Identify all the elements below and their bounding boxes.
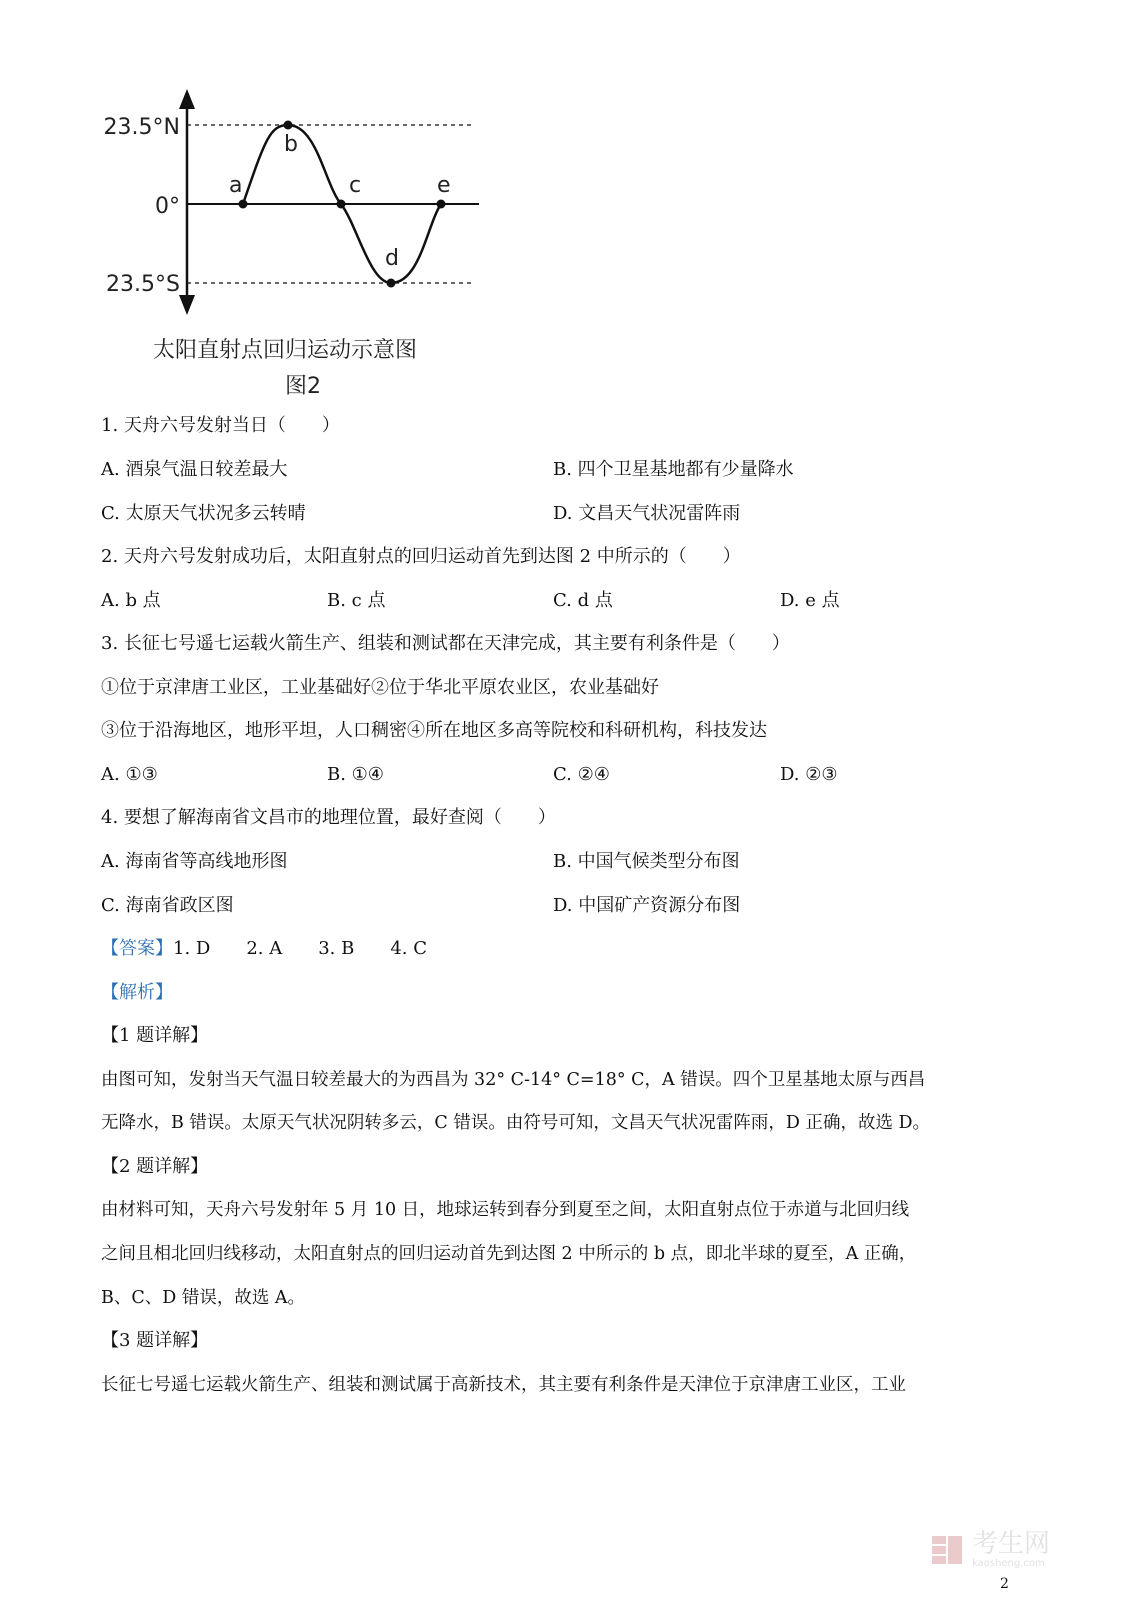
- curve-point-label-b: b: [284, 132, 298, 157]
- analysis-3-line-1: 长征七号遥七运载火箭生产、组装和测试属于高新技术，其主要有利条件是天津位于京津唐工业区，工业: [101, 1375, 906, 1395]
- answer-4: 4. C: [390, 938, 428, 959]
- answer-3: 3. B: [318, 938, 355, 959]
- question-3-statement-1: ①位于京津唐工业区，工业基础好②位于华北平原农业区，农业基础好: [101, 677, 659, 698]
- answer-1: 1. D: [173, 938, 211, 959]
- curve-point-d: [387, 279, 396, 288]
- curve-point-label-a: a: [229, 173, 243, 198]
- question-3-option-b: B. ①④: [327, 764, 384, 785]
- solar-declination-figure: [95, 85, 495, 329]
- question-2-option-c: C. d 点: [553, 590, 613, 611]
- question-1-stem: 1. 天舟六号发射当日（ ）: [101, 415, 340, 436]
- question-3-statement-2: ③位于沿海地区，地形平坦，人口稠密④所在地区多高等院校和科研机构，科技发达: [101, 720, 767, 741]
- question-1-option-d: D. 文昌天气状况雷阵雨: [553, 503, 741, 524]
- analysis-1-line-2: 无降水，B 错误。太原天气状况阴转多云，C 错误。由符号可知，文昌天气状况雷阵雨，D 正确，故选 D。: [101, 1113, 931, 1133]
- curve-point-a: [239, 200, 248, 209]
- curve-point-e: [437, 200, 446, 209]
- question-1-option-c: C. 太原天气状况多云转晴: [101, 503, 306, 524]
- curve-point-label-e: e: [437, 173, 451, 198]
- question-4-option-d: D. 中国矿产资源分布图: [553, 895, 741, 916]
- y-axis-arrow-down: [179, 295, 195, 315]
- analysis-2-line-3: B、C、D 错误，故选 A。: [101, 1288, 306, 1308]
- question-1-option-a: A. 酒泉气温日较差最大: [101, 459, 288, 480]
- figure-number: 图2: [285, 374, 321, 399]
- watermark-url: kaosheng.com: [972, 1558, 1045, 1569]
- question-2-option-d: D. e 点: [780, 590, 840, 611]
- analysis-1-title: 【1 题详解】: [101, 1025, 209, 1046]
- curve-point-label-c: c: [349, 173, 362, 198]
- curve-point-c: [337, 200, 346, 209]
- question-3-option-a: A. ①③: [101, 764, 158, 785]
- page-number: 2: [1000, 1576, 1009, 1592]
- analysis-3-title: 【3 题详解】: [101, 1330, 209, 1351]
- curve-point-label-d: d: [385, 246, 399, 271]
- watermark-text: 考生网: [972, 1529, 1051, 1559]
- analysis-2-line-2: 之间且相北回归线移动，太阳直射点的回归运动首先到达图 2 中所示的 b 点，即北半球的夏至，A 正确，: [101, 1244, 917, 1264]
- question-4-stem: 4. 要想了解海南省文昌市的地理位置，最好查阅（ ）: [101, 807, 556, 828]
- question-2-option-a: A. b 点: [101, 590, 161, 611]
- question-4-option-b: B. 中国气候类型分布图: [553, 851, 740, 872]
- question-4-option-a: A. 海南省等高线地形图: [101, 851, 288, 872]
- analysis-tag: 【解析】: [101, 982, 173, 1003]
- watermark: [930, 1530, 1050, 1570]
- question-2-stem: 2. 天舟六号发射成功后，太阳直射点的回归运动首先到达图 2 中所示的（ ）: [101, 546, 741, 567]
- figure-caption: 太阳直射点回归运动示意图: [153, 338, 418, 363]
- question-3-option-c: C. ②④: [553, 764, 610, 785]
- analysis-2-title: 【2 题详解】: [101, 1156, 209, 1177]
- question-2-option-b: B. c 点: [327, 590, 386, 611]
- curve-point-b: [284, 121, 293, 130]
- y-label-north: 23.5°N: [103, 115, 180, 140]
- question-3-stem: 3. 长征七号遥七运载火箭生产、组装和测试都在天津完成，其主要有利条件是（ ）: [101, 633, 790, 654]
- answer-2: 2. A: [246, 938, 283, 959]
- answer-row: [101, 938, 427, 960]
- answer-tag: 【答案】: [101, 938, 173, 959]
- analysis-2-line-1: 由材料可知，天舟六号发射年 5 月 10 日，地球运转到春分到夏至之间，太阳直射点位于赤道与北回归线: [101, 1200, 910, 1220]
- question-1-option-b: B. 四个卫星基地都有少量降水: [553, 459, 794, 480]
- question-3-option-d: D. ②③: [780, 764, 838, 785]
- declination-diagram: [95, 85, 495, 325]
- analysis-1-line-1: 由图可知，发射当天气温日较差最大的为西昌为 32° C-14° C=18° C，A 错误。四个卫星基地太原与西昌: [101, 1070, 926, 1090]
- question-4-option-c: C. 海南省政区图: [101, 895, 234, 916]
- y-label-south: 23.5°S: [106, 272, 180, 297]
- y-axis-arrow-up: [179, 89, 195, 109]
- y-label-equator: 0°: [155, 194, 180, 219]
- watermark-logo-icon: [930, 1532, 966, 1568]
